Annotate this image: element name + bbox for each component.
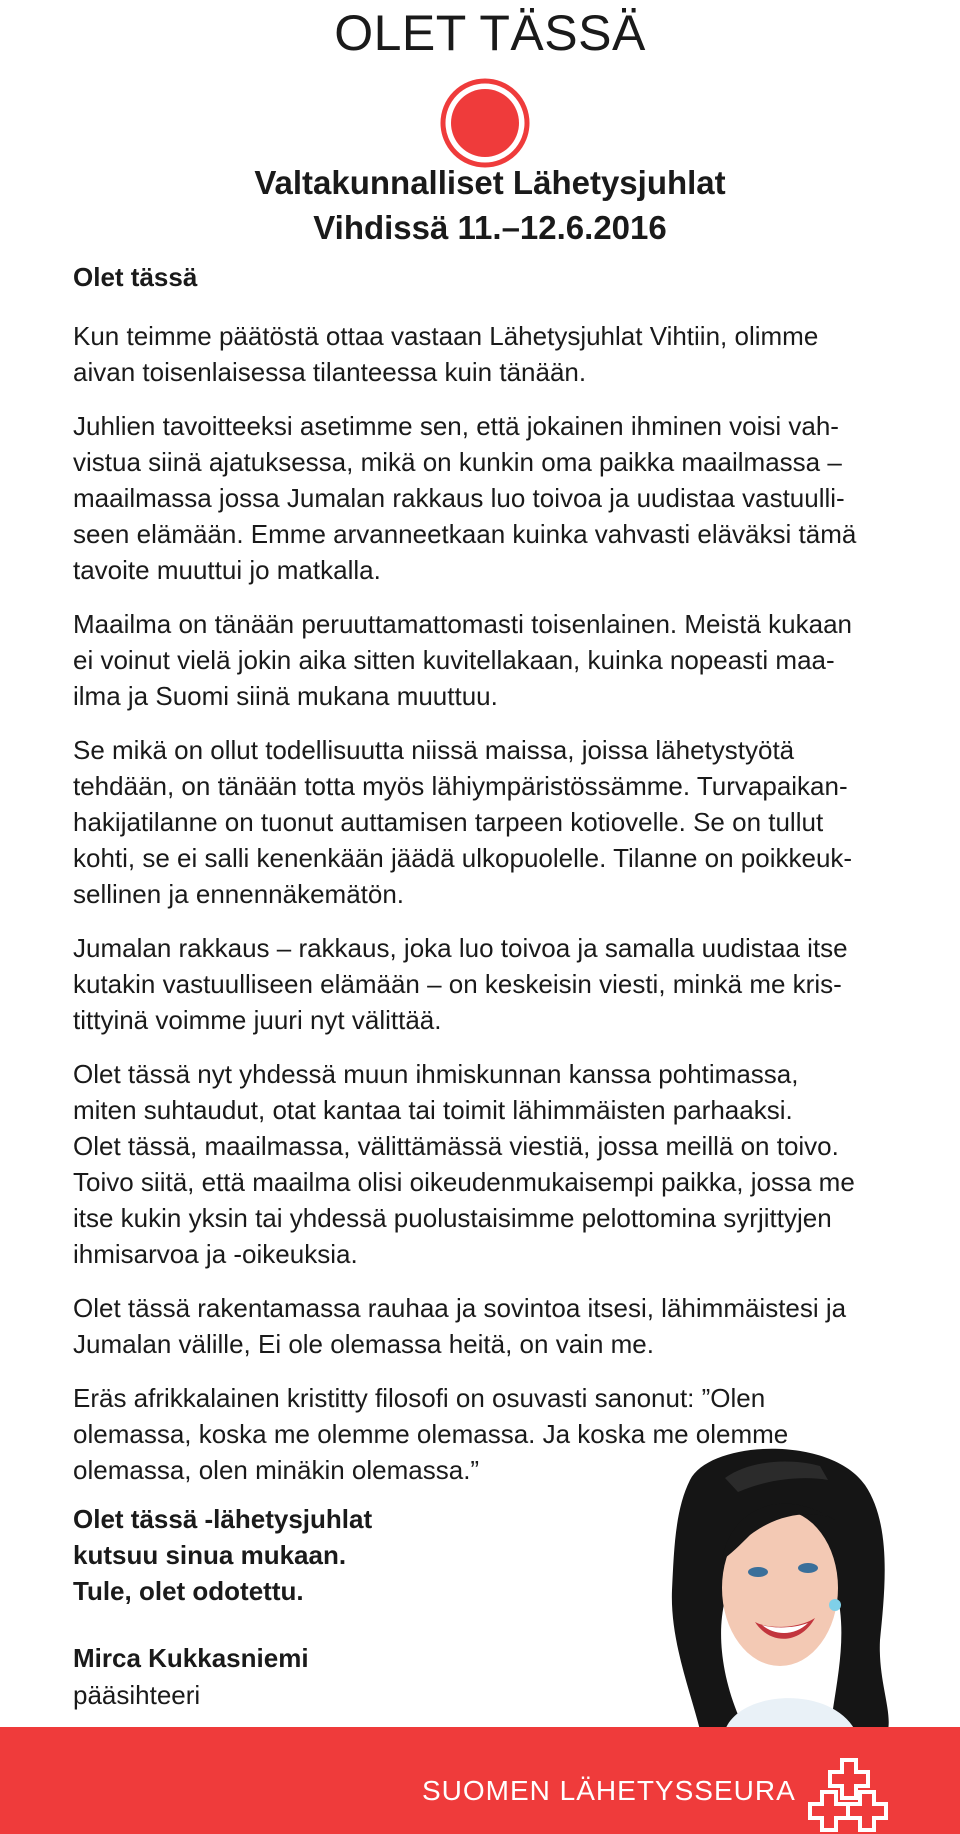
- event-name: Valtakunnalliset Lähetysjuhlat: [254, 164, 726, 201]
- signature-name: Mirca Kukkasniemi: [73, 1643, 309, 1673]
- cross-logo-icon: [808, 1756, 890, 1834]
- red-circle-icon: [440, 78, 530, 168]
- paragraph: Olet tässä nyt yhdessä muun ihmiskunnan kanssa pohtimassa, miten suhtaudut, otat kantaa tai toimit lähimmäisten parhaaksi. Olet tässä, maailmassa, välittämässä viestiä, jossa meillä on toivo. Toivo siitä, että maailma olisi oikeudenmukaisempi paikka, jossa me itse kukin yksin tai yhdessä puolustaisimme pelottomina syrjittyjen ihmisarvoa ja -oikeuksia.: [73, 1059, 855, 1269]
- invitation-text: Olet tässä -lähetysjuhlat kutsuu sinua mukaan. Tule, olet odotettu.: [73, 1504, 373, 1606]
- signature-role: pääsihteeri: [73, 1680, 201, 1710]
- paragraph: Eräs afrikkalainen kristitty filosofi on osuvasti sanonut: ”Olen olemassa, koska me olemme olemassa. Ja koska me olemme olemassa, olen minäkin olemassa.”: [73, 1383, 789, 1485]
- paragraph: Maailma on tänään peruuttamattomasti toisenlainen. Meistä kukaan ei voinut vielä jokin aika sitten kuvitellakaan, kuinka nopeasti maa- ilma ja Suomi siinä mukana muuttuu.: [73, 609, 852, 711]
- organization-name: SUOMEN LÄHETYSSEURA: [422, 1775, 796, 1806]
- event-date: Vihdissä 11.–12.6.2016: [313, 209, 667, 246]
- paragraph: Jumalan rakkaus – rakkaus, joka luo toivoa ja samalla uudistaa itse kutakin vastuulliseen elämään – on keskeisin viesti, minkä me kris- tittyinä voimme juuri nyt välittää.: [73, 933, 848, 1035]
- event-title: [0, 160, 960, 250]
- article-heading: Olet tässä: [73, 262, 198, 292]
- paragraph: Olet tässä rakentamassa rauhaa ja sovintoa itsesi, lähimmäistesi ja Jumalan välille, Ei ole olemassa heitä, on vain me.: [73, 1293, 847, 1359]
- article-body: [73, 318, 913, 1506]
- author-portrait: [630, 1440, 900, 1730]
- paragraph: Se mikä on ollut todellisuutta niissä maissa, joissa lähetystyötä tehdään, on tänään totta myös lähiympäristössämme. Turvapaikan- hakijatilanne on tuonut auttamisen tarpeen kotiovelle. Se on tullut kohti, se ei salli kenenkään jäädä ulkopuolelle. Tilanne on poikkeuk- sellinen ja ennennäkemätön.: [73, 735, 853, 909]
- paragraph: Kun teimme päätöstä ottaa vastaan Lähetysjuhlat Vihtiin, olimme aivan toisenlaisessa tilanteessa kuin tänään.: [73, 321, 819, 387]
- paragraph: Juhlien tavoitteeksi asetimme sen, että jokainen ihminen voisi vah- vistua siinä ajatuksessa, mikä on kunkin oma paikka maailmassa – maailmassa jossa Jumalan rakkaus luo toivoa ja uudistaa vastuulli- seen elämään. Emme arvanneetkaan kuinka vahvasti eläväksi tämä tavoite muuttui jo matkalla.: [73, 411, 857, 585]
- page-title: OLET TÄSSÄ: [334, 5, 646, 61]
